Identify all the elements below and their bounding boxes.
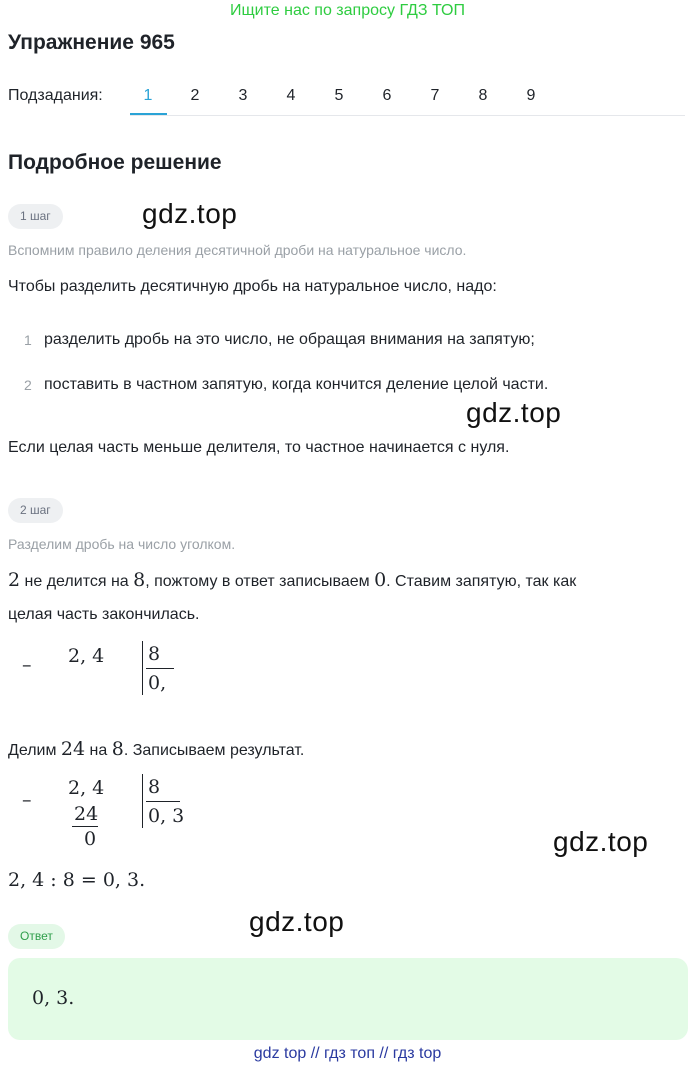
promo-banner[interactable]: Ищите нас по запросу ГДЗ ТОП	[230, 2, 465, 19]
math-number: 24	[60, 738, 86, 760]
tab-subtask-1[interactable]: 1	[143, 87, 153, 104]
tabs-divider	[130, 115, 685, 116]
result-equation: 2, 4 : 8 = 0, 3.	[8, 869, 146, 891]
division-vertical-bar	[142, 774, 143, 828]
division-divisor: 8	[148, 643, 161, 665]
division-vertical-bar	[142, 641, 143, 695]
tab-subtask-3[interactable]: 3	[238, 87, 248, 104]
page-title: Упражнение 965	[8, 31, 175, 54]
tab-subtask-9[interactable]: 9	[526, 87, 536, 104]
math-number: 8	[111, 738, 124, 760]
division-dividend: 2, 4	[68, 777, 105, 799]
step1-intro: Чтобы разделить десятичную дробь на натуральное число, надо:	[8, 278, 497, 295]
step1-note: Если целая часть меньше делителя, то частное начинается с нуля.	[8, 439, 510, 456]
answer-value: 0, 3.	[32, 987, 75, 1009]
tab-subtask-2[interactable]: 2	[190, 87, 200, 104]
watermark: gdz.top	[466, 397, 562, 428]
text-run: . Ставим запятую, так как	[386, 573, 577, 590]
division-subtrahend: 24	[74, 803, 99, 825]
division-dividend: 2, 4	[68, 645, 105, 667]
step2-paragraph-1	[8, 569, 576, 593]
division-minus-sign: –	[22, 789, 32, 811]
text-run: на	[85, 742, 112, 759]
step2-hint: Разделим дробь на число уголком.	[8, 536, 236, 552]
list-item-number: 2	[24, 377, 32, 393]
division-subtrahend-line	[72, 826, 98, 827]
text-run: не делится на	[20, 573, 134, 590]
step1-hint: Вспомним правило деления десятичной дроби на натуральное число.	[8, 242, 467, 258]
division-quotient: 0, 3	[148, 805, 185, 827]
watermark: gdz.top	[249, 906, 345, 937]
math-number: 2	[8, 569, 21, 591]
text-run: Делим	[8, 742, 61, 759]
section-title: Подробное решение	[8, 151, 222, 174]
tab-subtask-8[interactable]: 8	[478, 87, 488, 104]
tab-subtask-4[interactable]: 4	[286, 87, 296, 104]
tab-subtask-5[interactable]: 5	[334, 87, 344, 104]
text-run: . Записываем результат.	[123, 742, 305, 759]
division-divisor-line	[146, 801, 180, 802]
math-number: 0	[374, 569, 387, 591]
division-divisor: 8	[148, 776, 161, 798]
answer-box	[8, 958, 688, 1040]
watermark: gdz.top	[142, 198, 238, 229]
step2-paragraph-2	[8, 738, 304, 762]
division-divisor-line	[146, 668, 174, 669]
division-quotient: 0,	[148, 672, 167, 694]
division-remainder: 0	[84, 828, 97, 850]
subtasks-label: Подзадания:	[8, 87, 103, 104]
step-badge-2: 2 шаг	[8, 498, 63, 523]
math-number: 8	[133, 569, 146, 591]
list-item: разделить дробь на это число, не обращая внимания на запятую;	[44, 331, 535, 348]
watermark: gdz.top	[553, 826, 649, 857]
tab-subtask-7[interactable]: 7	[430, 87, 440, 104]
step2-paragraph-1-line2: целая часть закончилась.	[8, 606, 200, 623]
answer-badge: Ответ	[8, 924, 65, 949]
footer-links[interactable]: gdz top // гдз топ // гдз top	[253, 1045, 442, 1062]
tab-subtask-6[interactable]: 6	[382, 87, 392, 104]
list-item: поставить в частном запятую, когда кончится деление целой части.	[44, 376, 549, 393]
step-badge-1: 1 шаг	[8, 204, 63, 229]
text-run: , пожтому в ответ записываем	[145, 573, 375, 590]
list-item-number: 1	[24, 332, 32, 348]
division-minus-sign: –	[22, 654, 32, 676]
